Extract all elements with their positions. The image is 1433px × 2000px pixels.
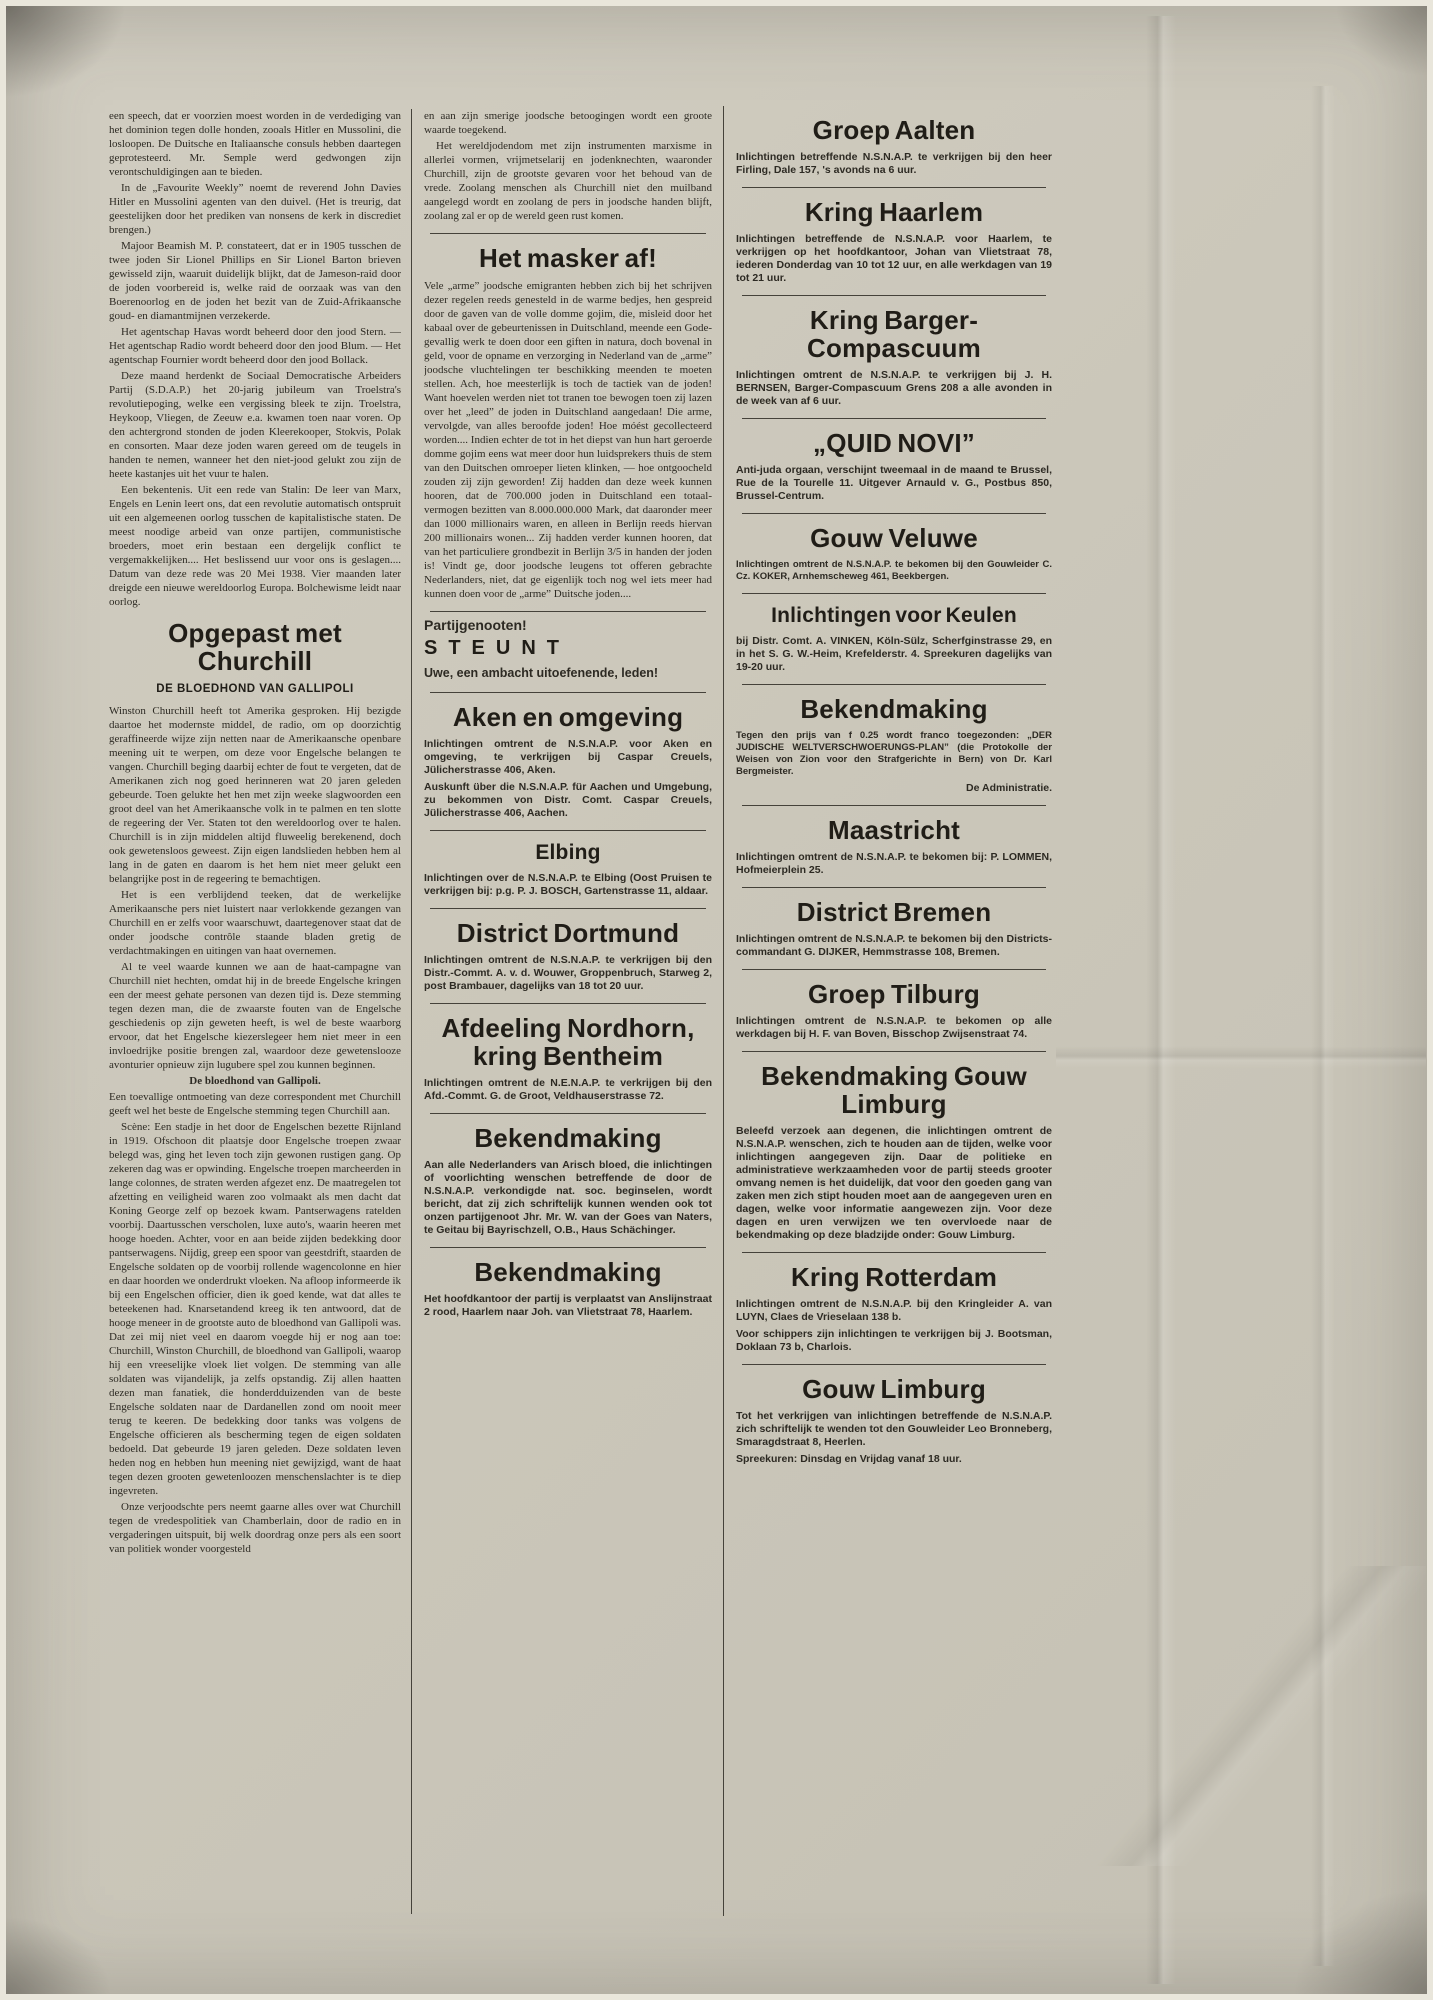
section-divider xyxy=(742,513,1046,514)
section-divider xyxy=(742,418,1046,419)
section-divider xyxy=(742,805,1046,806)
section-headline: Elbing xyxy=(535,841,601,864)
notice-paragraph: Inlichtingen betreffende N.S.N.A.P. te verkrijgen bij den heer Firling, Dale 157, 's avonds na 6 uur. xyxy=(736,151,1052,176)
column-divider xyxy=(411,109,412,1914)
paper-crease xyxy=(1086,1566,1426,1866)
column-right xyxy=(736,106,1052,1470)
section-headline: „QUID NOVI” xyxy=(813,428,975,458)
section-headline: Bekendmaking xyxy=(800,694,988,724)
notice-paragraph: Het hoofdkantoor der partij is verplaatst van Anslijnstraat 2 rood, Haarlem naar Joh. van Vlietstraat 78, Haarlem. xyxy=(424,1293,712,1318)
section-headline: Bekendmaking xyxy=(474,1123,662,1153)
section-headline: Gouw Veluwe xyxy=(810,523,978,553)
section-headline: Bekendmaking Gouw Limburg xyxy=(761,1061,1027,1119)
section-divider xyxy=(742,969,1046,970)
notice-paragraph: Auskunft über die N.S.N.A.P. für Aachen und Umgebung, zu bekommen von Distr. Comt. Caspar Creuels, Jülicherstrasse 406, Aachen. xyxy=(424,781,712,819)
section-headline: Het masker af! xyxy=(479,243,657,273)
paper-crease xyxy=(1146,16,1176,1984)
body-paragraph: en aan zijn smerige joodsche betoogingen wordt een groote waarde toegekend. xyxy=(424,110,712,136)
section-divider xyxy=(430,233,706,234)
notice-paragraph: Beleefd verzoek aan degenen, die inlichtingen omtrent de N.S.N.A.P. wenschen, zich te houden aan de tijden, welke voor inlichtingen aangegeven zijn. Daar de politieke en administratieve werkzaamheden voor de partij steeds grooter omvang nemen is het duidelijk, dat voor den goeden gang van zaken men zich stipt houden moet aan de aangegeven uren en dagen, welke voor informatie aangewezen zijn. Voor deze dagen en uren verwijzen we ten overvloede naar de bekendmaking op deze bladzijde onder: Gouw Limburg. xyxy=(736,1125,1052,1241)
section-headline: Bekendmaking xyxy=(474,1257,662,1287)
section-headline: District Bremen xyxy=(796,897,992,927)
notice-paragraph: Tegen den prijs van f 0.25 wordt franco toegezonden: „DER JUDISCHE WELTVERSCHWOERUNGS-PLAN” (die Protokolle der Weisen von Zion voor den Strafgerichte in Bern) von Dr. Karl Bergmeister. xyxy=(736,730,1052,777)
notice-paragraph: Tot het verkrijgen van inlichtingen betreffende de N.S.N.A.P. zich schriftelijk te wenden tot den Gouwleider Leo Bronneberg, Smaragdstraat 8, Heerlen. xyxy=(736,1410,1052,1448)
section-divider xyxy=(742,593,1046,594)
notice-paragraph: bij Distr. Comt. A. VINKEN, Köln-Sülz, Scherfginstrasse 29, en in het S. G. W.-Heim, Krefelderstr. 4. Spreekuren dagelijks van 19-20 uur. xyxy=(736,635,1052,673)
body-paragraph: Scène: Een stadje in het door de Engelschen bezette Rijnland in 1919. Ofschoon dit plaatsje door Engelsche troepen zwaar belegd was, ging het leven toch zijn gewonen rustigen gang. Op zekeren dag was er opwinding. Engelsche troepen marcheerden in lange colonnes, de straten werden afgezet enz. De maatregelen tot afzetting en veiligheid waren zoo volmaakt als men dacht dat Koning George zelf op bezoek kwam. Pantserwagens ratelden voorbij. Daartusschen verscholen, luxe auto's, waarin heeren met hooge hoeden. Achter, voor en aan beide zijden bedekking door pantserwagens. Nijdig, greep een spoor van geestdrift, staarden de Engelsche soldaten op de voorbij rollende wagencolonne en hier en daar hoorden we onderdrukt vloeken. Na afloop informeerde ik bij een Engelschen officier, dien ik goed kende, wat dat alles te beteekenen had. Knarsetandend kreeg ik ten antwoord, dat de hooge meneer in de grootste auto de bloedhond van Gallipoli was. Dat zei mij niet veel en daarom voegde hij er nog aan toe: Churchill, Winston Churchill, de bloedhond van Gallipoli, waarop hij een vreeselijke vloek liet volgen. De stemming van alle soldaten was vijandelijk, ja zelfs opstandig. Zij allen haatten dezen man fanatiek, die honderdduizenden van de beste Engelsche soldaten naar de Dardanellen zond om nooit meer terug te keeren. De bedekking door tanks was volgens de Engelsche officieren als bescherming tegen de eigen soldaten bedoeld. Dat gebeurde 19 jaren geleden. Deze soldaten leven heden nog en hebben hun meening niet gewijzigd, want de haat tegen dezen grooten gewetenloozen menschenslachter is te diep ingevreten. xyxy=(109,1121,401,1497)
inline-subhead: De bloedhond van Gallipoli. xyxy=(189,1075,321,1087)
section-headline: Inlichtingen voor Keulen xyxy=(771,604,1017,627)
section-divider xyxy=(742,187,1046,188)
column-left xyxy=(109,109,401,1558)
notice-paragraph: Spreekuren: Dinsdag en Vrijdag vanaf 18 uur. xyxy=(736,1453,962,1465)
section-divider xyxy=(742,887,1046,888)
section-divider xyxy=(430,908,706,909)
section-headline: Maastricht xyxy=(827,815,961,845)
body-paragraph: Onze verjoodschte pers neemt gaarne alles over wat Churchill tegen de vredespolitiek van Chamberlain, door de radio en in vergaderingen uitspuit, bij welk doordrag onze pers als een soort van politiek wonder voorgesteld xyxy=(109,1501,401,1555)
notice-paragraph: Inlichtingen omtrent de N.S.N.A.P. bij den Kringleider A. van LUYN, Claes de Vrieselaan 138 b. xyxy=(736,1298,1052,1323)
body-paragraph: Een bekentenis. Uit een rede van Stalin: De leer van Marx, Engels en Lenin leert ons, dat een revolutie automatisch ontspruit uit een algemeenen oorlog tusschen de kapitalistische staten. De meest noodige arbeid van onze partijen, communistische broeders, moet erin bestaan een dergelijk conflict te vergemakkelijken.... Het beslissend uur voor ons is geslagen.... Datum van deze rede was 20 Mei 1938. Vier maanden later dreigde een nieuwe wereldoorlog Europa. Bolchewisme leidt naar oorlog. xyxy=(109,484,401,608)
notice-paragraph: Voor schippers zijn inlichtingen te verkrijgen bij J. Bootsman, Doklaan 73 b, Charlois. xyxy=(736,1328,1052,1353)
notice-paragraph: Inlichtingen omtrent de N.S.N.A.P. te bekomen bij den Districts-commandant G. DIJKER, Hemmstrasse 108, Bremen. xyxy=(736,933,1052,958)
paper-crease xyxy=(1056,1046,1426,1068)
appeal-text: Partijgenooten! xyxy=(424,617,527,633)
section-divider xyxy=(430,611,706,612)
section-divider xyxy=(430,1003,706,1004)
section-divider xyxy=(742,684,1046,685)
section-divider xyxy=(430,1247,706,1248)
section-headline: Kring Rotterdam xyxy=(790,1262,998,1292)
body-paragraph: Deze maand herdenkt de Sociaal Democratische Arbeiders Partij (S.D.A.P.) het 20-jarig jubileum van Troelstra's revolutiepoging, welke een vergissing bleek te zijn. Troelstra, Heykoop, Vliegen, de Zeeuw e.a. kwamen toen naar voren. Op den achtergrond stonden de joden Kleerekooper, Stokvis, Polak en consorten. Maar deze joden waren gereed om de teugels in handen te nemen, wanneer het den niet-jood gelukt zou zijn de heete kastanjes uit het vuur te halen. xyxy=(109,370,401,480)
body-paragraph: Majoor Beamish M. P. constateert, dat er in 1905 tusschen de twee joden Sir Lionel Phillips en Sir Lionel Barton brieven gewisseld zijn, waaruit duidelijk blijkt, dat de Jameson-raid door de joden voorbereid is, welke raid de oorzaak was van den Boerenoorlog en de joden het bezit van de Zuid-Afrikaansche goud- en diamantmijnen verzekerde. xyxy=(109,240,401,322)
section-divider xyxy=(430,1113,706,1114)
section-headline: Afdeeling Nordhorn, kring Bentheim xyxy=(441,1013,695,1071)
signature-line: De Administratie. xyxy=(966,782,1052,794)
notice-paragraph: Inlichtingen over de N.S.N.A.P. te Elbing (Oost Pruisen te verkrijgen bij: p.g. P. J. BOSCH, Gartenstrasse 11, aldaar. xyxy=(424,872,712,897)
notice-paragraph: Inlichtingen omtrent de N.S.N.A.P. te bekomen bij den Gouwleider C. Cz. KOKER, Arnhemscheweg 461, Beekbergen. xyxy=(736,559,1052,582)
section-divider xyxy=(430,692,706,693)
section-divider xyxy=(742,1364,1046,1365)
section-headline: Gouw Limburg xyxy=(802,1374,986,1404)
body-paragraph: Het is een verblijdend teeken, dat de werkelijke Amerikaansche pers niet luistert naar verlokkende gezangen van Churchill en er zelfs voor waarschuwt, daartegenover staat dat de onder joodsche contrôle staande bladen gretig de verdachtmakingen en uitingen van haat overnemen. xyxy=(109,889,401,957)
section-divider xyxy=(430,830,706,831)
section-headline: Kring Barger-Compascuum xyxy=(807,305,981,363)
paper-crease xyxy=(1311,86,1335,1966)
section-divider xyxy=(742,1051,1046,1052)
notice-paragraph: Inlichtingen omtrent de N.S.N.A.P. te verkrijgen bij J. H. BERNSEN, Barger-Compascuum Grens 208 a alle avonden in de week van af 6 uur. xyxy=(736,369,1052,407)
article-subhead: DE BLOEDHOND VAN GALLIPOLI xyxy=(156,683,354,695)
notice-paragraph: Inlichtingen omtrent de N.E.N.A.P. te verkrijgen bij den Afd.-Commt. G. de Groot, Veldhauserstrasse 72. xyxy=(424,1077,712,1102)
appeal-text: Uwe, een ambacht uitoefenende, leden! xyxy=(424,666,659,680)
body-paragraph: Het wereldjodendom met zijn instrumenten marxisme in allerlei vormen, vrijmetselarij en jodenknechten, waaronder Churchill, zijn de grootste gevaren voor het behoud van de vrede. Zoolang menschen als Churchill niet den muilband aangelegd wordt en zoolang de pers in joodsche handen blijft, zoolang zal er op de wereld geen rust komen. xyxy=(424,140,712,222)
notice-paragraph: Inlichtingen betreffende de N.S.N.A.P. voor Haarlem, te verkrijgen op het hoofdkantoor, Johan van Vlietstraat 78, iederen Donderdag van 10 tot 12 uur, en alle werkdagen van 19 tot 21 uur. xyxy=(736,233,1052,284)
body-paragraph: Het agentschap Havas wordt beheerd door den jood Stern. — Het agentschap Radio wordt beheerd door den jood Blum. — Het agentschap Fournier wordt beheerd door den jood Bollack. xyxy=(109,326,401,366)
section-divider xyxy=(742,1252,1046,1253)
section-headline: Groep Aalten xyxy=(812,115,976,145)
body-paragraph: Winston Churchill heeft tot Amerika gesproken. Hij bezigde daartoe het modernste middel, de radio, om op doorzichtig geraffineerde wijze zijn netten naar de Amerikaansche openbare meening uit te werpen, om deze voor Engelsche belangen te vangen. Churchill beging daarbij echter de fout te vergeten, dat de Amerikanen zich nog goed herinneren wat 20 jaren geleden gebeurde. Toen gelukte het hen met zijn weeke slagwoorden een groot deel van het Amerikaansche volk in te palmen en ten slotte de regeering der Ver. Staten tot den wereldoorlog over te halen. Churchill is in zijn middelen altijd fluweelig berekenend, doch ook gewetensloos geweest. Zijn eigen landslieden hebben hem al lang in de gaten en daarom is het hem niet meer gelukt een belangrijke post in de regeering te bemachtigen. xyxy=(109,705,401,885)
body-paragraph: Een toevallige ontmoeting van deze correspondent met Churchill geeft wel het beste de Engelsche stemming tegen Churchill aan. xyxy=(109,1091,401,1117)
section-headline: District Dortmund xyxy=(456,918,680,948)
appeal-emphasis: STEUNT xyxy=(424,637,570,659)
section-headline: Kring Haarlem xyxy=(804,197,984,227)
column-middle xyxy=(424,109,712,1323)
notice-paragraph: Inlichtingen omtrent de N.S.N.A.P. voor Aken en omgeving, te verkrijgen bij Caspar Creuels, Jülicherstrasse 406, Aken. xyxy=(424,738,712,776)
notice-paragraph: Aan alle Nederlanders van Arisch bloed, die inlichtingen of voorlichting wenschen betreffende de door de N.S.N.A.P. verkondigde nat. soc. beginselen, wordt bericht, dat zij zich schriftelijk kunnen wenden ook tot onzen partijgenoot Jhr. Mr. W. van der Goes van Naters, te Geitau bij Bayrischzell, O.B., Haus Schächinger. xyxy=(424,1159,712,1236)
notice-paragraph: Inlichtingen omtrent de N.S.N.A.P. te bekomen op alle werkdagen bij H. F. van Boven, Bisschop Zwijsenstraat 74. xyxy=(736,1015,1052,1040)
section-headline: Opgepast met Churchill xyxy=(168,618,342,676)
notice-paragraph: Inlichtingen omtrent de N.S.N.A.P. te verkrijgen bij den Distr.-Commt. A. v. d. Wouwer, Groppenbruch, Starweg 2, post Brambauer, dagelijks van 18 tot 20 uur. xyxy=(424,954,712,992)
body-paragraph: Al te veel waarde kunnen we aan de haat-campagne van Churchill niet hechten, omdat hij in de breede Engelsche kringen een der meest gehate personen van dezen tijd is. Deze stemming tegen dezen man, die de zwaarste fouten van de Engelsche geschiedenis op zijn geweten heeft, is wel de beste waarborg ervoor, dat het Engelsche kiezerslegeer hem niet meer in een invloedrijke positie brengen zal, waardoor deze gewetenslooze avonturier opnieuw zijn lugubere spel zou kunnen beginnen. xyxy=(109,961,401,1071)
body-paragraph: In de „Favourite Weekly” noemt de reverend John Davies Hitler en Mussolini agenten van den duivel. (Het is treurig, dat geestelijken door het prediken van nonsens de kerk in discrediet brengen.) xyxy=(109,182,401,236)
notice-paragraph: Anti-juda orgaan, verschijnt tweemaal in de maand te Brussel, Rue de la Tourelle 11. Uitgever Arnauld v. G., Postbus 850, Brussel-Centrum. xyxy=(736,464,1052,502)
section-divider xyxy=(742,295,1046,296)
section-headline: Aken en omgeving xyxy=(452,702,684,732)
section-headline: Groep Tilburg xyxy=(807,979,980,1009)
body-paragraph: Vele „arme” joodsche emigranten hebben zich bij het schrijven dezer regelen reeds genesteld in de warme bedjes, hen gespreid door de gaven van de volle domme gojim, die, misleid door het kabaal over de gebeurtenissen in Duitschland, meende een Gode-gevallig werk te doen door een giften in natura, doch bovenal in geld, voor de opname en verzorging in Nederland van de „arme” joodsche vluchtelingen ter beschikking meenden te moeten stellen. Ach, hoe meesterlijk is toch de tactiek van de joden! Want hoevelen werden niet tot tranen toe bewogen toen zij lazen over het „leed” de joden in Duitschland aangedaan! Die arme, vervolgde, van alles beroofde joden! Hoe móést gecollecteerd worden.... Indien echter de tot in het diepst van hun hart geroerde domme gojim eens wat meer door hun luidsprekers thuis de stem van den Duitschen omroeper lieten klinken, — hoe ontgoocheld zouden zij zijn geworden! Zij hadden dan deze week kunnen hooren, dat de 700.000 joden in Duitschland een totaal-vermogen bezitten van 8.000.000.000 Mark, dat daaronder meer dan 1000 millionairs waren, en alleen in Berlijn reeds hiervan 200 millionairs wonen... Zij hadden verder kunnen hooren, dat van het particuliere grondbezit in Berlijn 3/5 in handen der joden is! Vindt ge, door joodsche leugens tot offeren gebrachte Nederlanders, niet, dat ge eigenlijk toch nog wel iets meer had kunnen doen voor de „arme” Duitsche joden.... xyxy=(424,280,712,600)
column-divider xyxy=(723,106,724,1916)
notice-paragraph: Inlichtingen omtrent de N.S.N.A.P. te bekomen bij: P. LOMMEN, Hofmeierplein 25. xyxy=(736,851,1052,876)
body-paragraph: een speech, dat er voorzien moest worden in de verdediging van het dominion tegen dolle honden, zooals Hitler en Mussolini, die losloopen. De Duitsche en Italiaansche consuls hebben daartegen geprotesteerd. Mr. Semple werd gedwongen zijn verontschuldigingen aan te bieden. xyxy=(109,110,401,178)
